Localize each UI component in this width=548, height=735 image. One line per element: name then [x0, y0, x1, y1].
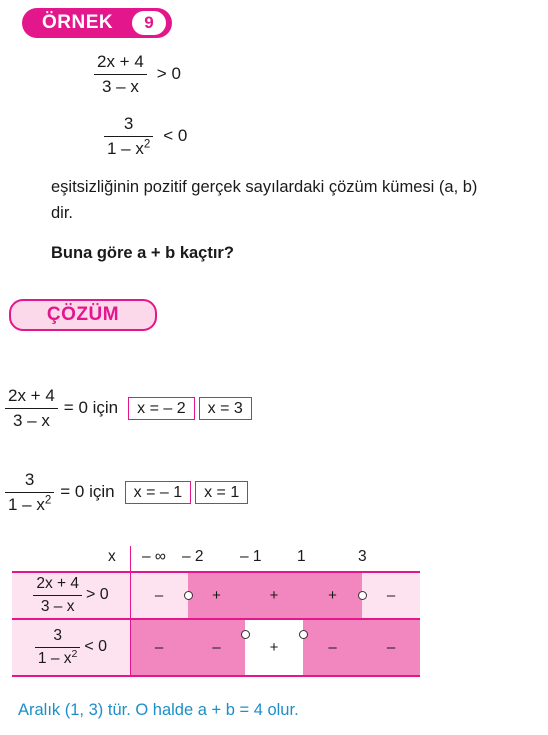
sign-cell: –	[362, 619, 420, 675]
sign-table	[12, 546, 422, 676]
inequality-1	[94, 52, 181, 96]
inequality-2	[104, 114, 187, 158]
table-row-1-expression: $\frac{2x + 4}{3 - x}$ > 0	[12, 572, 130, 618]
root-box: x = – 2	[128, 397, 194, 420]
table-divider	[12, 675, 420, 677]
inequality-2-relation: < 0	[163, 126, 188, 146]
conclusion-text: Aralık (1, 3) tür. O halde a + b = 4 olur.	[18, 701, 299, 719]
table-tick: 3	[358, 548, 367, 565]
sign-cell: –	[130, 619, 188, 675]
sign-cell: –	[188, 619, 245, 675]
inequality-1-relation: > 0	[156, 64, 181, 84]
table-tick: – 2	[182, 548, 204, 565]
root-box: x = – 1	[125, 481, 191, 504]
open-point-marker	[299, 630, 308, 639]
sign-cell: +	[303, 572, 362, 618]
solution-equation-2: $\frac{3}{1 - x^2}$ = 0 için x = – 1 x = 1	[5, 470, 248, 514]
question-text: Buna göre a + b kaçtır?	[51, 244, 234, 262]
root-box: x = 1	[195, 481, 248, 504]
example-badge	[22, 8, 172, 38]
solution-badge: ÇÖZÜM	[9, 299, 157, 331]
table-row-2-expression: $\frac{3}{1 - x^2}$ < 0	[12, 619, 130, 675]
inequality-2-fraction: $\frac{3}{1 - x^2}$	[104, 114, 153, 158]
table-divider	[12, 618, 420, 620]
example-label: ÖRNEK	[42, 12, 114, 33]
open-point-marker	[241, 630, 250, 639]
inequality-1-fraction: $\frac{2x + 4}{3 - x}$	[94, 52, 147, 96]
sign-cell: –	[362, 572, 420, 618]
open-point-marker	[184, 591, 193, 600]
table-divider	[12, 571, 420, 573]
sign-cell: +	[245, 619, 303, 675]
sign-cell: –	[303, 619, 362, 675]
example-number: 9	[132, 11, 166, 35]
sign-cell: +	[188, 572, 245, 618]
sign-cell: +	[245, 572, 303, 618]
sign-cell: –	[130, 572, 188, 618]
table-tick: – ∞	[142, 548, 166, 565]
problem-text: eşitsizliğinin pozitif gerçek sayılardaki çözüm kümesi (a, b) dir.	[51, 178, 478, 222]
root-box: x = 3	[199, 397, 252, 420]
table-divider	[130, 546, 131, 676]
table-x-label: x	[108, 548, 116, 565]
open-point-marker	[358, 591, 367, 600]
solution-equation-1: $\frac{2x + 4}{3 - x}$ = 0 için x = – 2 x = 3	[5, 386, 252, 430]
table-tick: 1	[297, 548, 306, 565]
table-tick: – 1	[240, 548, 262, 565]
